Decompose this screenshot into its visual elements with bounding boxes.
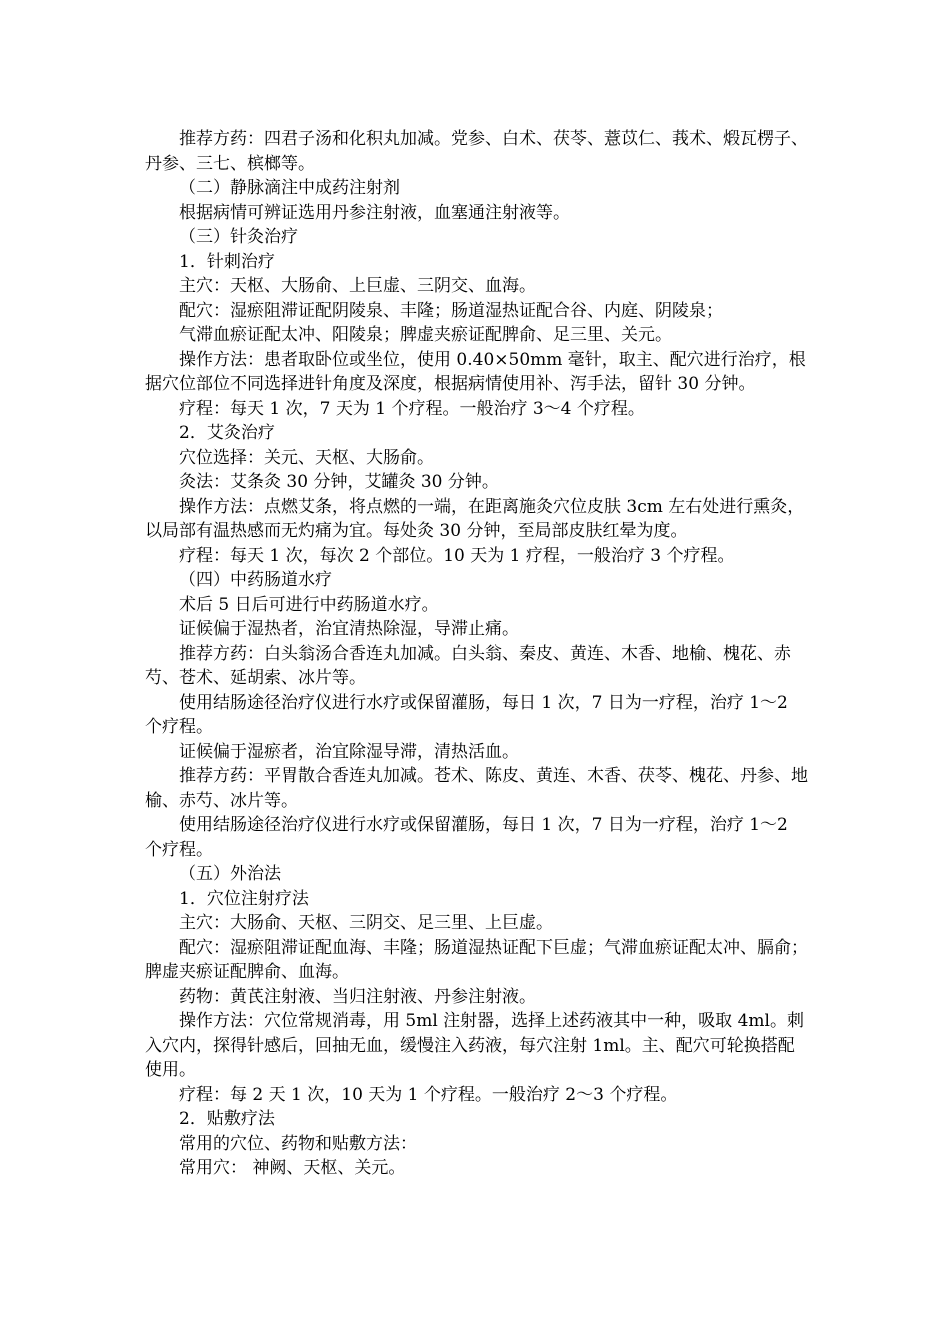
paragraph-injection-method: 操作方法：穴位常规消毒，用 5ml 注射器，选择上述药液其中一种，吸取 4ml。刺入穴内，探得针感后，回抽无血，缓慢注入药液，每穴注射 1ml。主、配穴可轮换搭配使用。 xyxy=(145,1011,804,1080)
subheading-application: 2．贴敷疗法 xyxy=(179,1109,275,1129)
paragraph-damp-heat-method: 使用结肠途径治疗仪进行水疗或保留灌肠，每日 1 次，7 日为一疗程，治疗 1～2 个疗程。 xyxy=(145,692,788,737)
paragraph-main-points: 主穴：天枢、大肠俞、上巨虚、三阴交、血海。 xyxy=(179,276,536,296)
paragraph-moxa-course: 疗程：每天 1 次，每次 2 个部位。10 天为 1 疗程，一般治疗 3 个疗程。 xyxy=(179,545,735,566)
document-body xyxy=(145,127,810,1181)
paragraph-moxa-points: 穴位选择：关元、天枢、大肠俞。 xyxy=(179,447,434,468)
paragraph-moxa-technique: 灸法：艾条灸 30 分钟，艾罐灸 30 分钟。 xyxy=(179,472,499,492)
section-heading-hydrotherapy: （四）中药肠道水疗 xyxy=(179,570,332,590)
paragraph-injection-drugs: 药物：黄芪注射液、当归注射液、丹参注射液。 xyxy=(179,986,536,1007)
paragraph-application-intro: 常用的穴位、药物和贴敷方法： xyxy=(179,1133,417,1154)
subheading-needling: 1．针刺治疗 xyxy=(179,251,275,272)
paragraph-damp-heat-prescription: 推荐方药：白头翁汤合香连丸加减。白头翁、秦皮、黄连、木香、地榆、槐花、赤芍、苍术、延胡索、冰片等。 xyxy=(145,643,791,688)
paragraph-iv-drip: 根据病情可辨证选用丹参注射液，血塞通注射液等。 xyxy=(179,202,570,223)
section-heading-acupuncture: （三）针灸治疗 xyxy=(179,227,298,247)
paragraph-damp-stasis-method: 使用结肠途径治疗仪进行水疗或保留灌肠，每日 1 次，7 日为一疗程，治疗 1～2 个疗程。 xyxy=(145,815,788,860)
subheading-moxibustion: 2．艾灸治疗 xyxy=(179,423,275,443)
paragraph-needling-course: 疗程：每天 1 次，7 天为 1 个疗程。一般治疗 3～4 个疗程。 xyxy=(179,398,645,419)
paragraph-injection-main-points: 主穴：大肠俞、天枢、三阴交、足三里、上巨虚。 xyxy=(179,913,553,933)
section-heading-iv-drip: （二）静脉滴注中成药注射剂 xyxy=(179,178,400,198)
paragraph-application-points: 常用穴： 神阙、天枢、关元。 xyxy=(179,1158,406,1178)
paragraph-moxa-method: 操作方法：点燃艾条，将点燃的一端，在距离施灸穴位皮肤 3cm 左右处进行熏灸，以局部有温热感而无灼痛为宜。每处灸 30 分钟，至局部皮肤红晕为度。 xyxy=(145,496,805,541)
paragraph-injection-secondary-points: 配穴：湿瘀阻滞证配血海、丰隆；肠道湿热证配下巨虚；气滞血瘀证配太冲、膈俞；脾虚夹瘀证配脾俞、血海。 xyxy=(145,937,808,982)
paragraph-herbal-prescription: 推荐方药：四君子汤和化积丸加减。党参、白术、茯苓、薏苡仁、莪术、煅瓦楞子、丹参、三七、槟榔等。 xyxy=(145,129,808,174)
paragraph-needling-method: 操作方法：患者取卧位或坐位，使用 0.40×50mm 毫针，取主、配穴进行治疗，根据穴位部位不同选择进针角度及深度，根据病情使用补、泻手法，留针 30 分钟。 xyxy=(145,349,806,394)
paragraph-secondary-points: 配穴：湿瘀阻滞证配阴陵泉、丰隆；肠道湿热证配合谷、内庭、阴陵泉； xyxy=(179,300,723,321)
paragraph-injection-course: 疗程：每 2 天 1 次，10 天为 1 个疗程。一般治疗 2～3 个疗程。 xyxy=(179,1084,678,1105)
paragraph-damp-stasis-prescription: 推荐方药：平胃散合香连丸加减。苍术、陈皮、黄连、木香、茯苓、槐花、丹参、地榆、赤芍、冰片等。 xyxy=(145,766,808,811)
paragraph-damp-stasis: 证候偏于湿瘀者，治宜除湿导滞，清热活血。 xyxy=(179,741,519,762)
paragraph-secondary-points-cont: 气滞血瘀证配太冲、阳陵泉；脾虚夹瘀证配脾俞、足三里、关元。 xyxy=(179,325,672,345)
paragraph-damp-heat: 证候偏于湿热者，治宜清热除湿，导滞止痛。 xyxy=(179,619,519,639)
subheading-point-injection: 1．穴位注射疗法 xyxy=(179,888,309,909)
section-heading-external: （五）外治法 xyxy=(179,864,281,884)
paragraph-hydro-timing: 术后 5 日后可进行中药肠道水疗。 xyxy=(179,594,439,615)
